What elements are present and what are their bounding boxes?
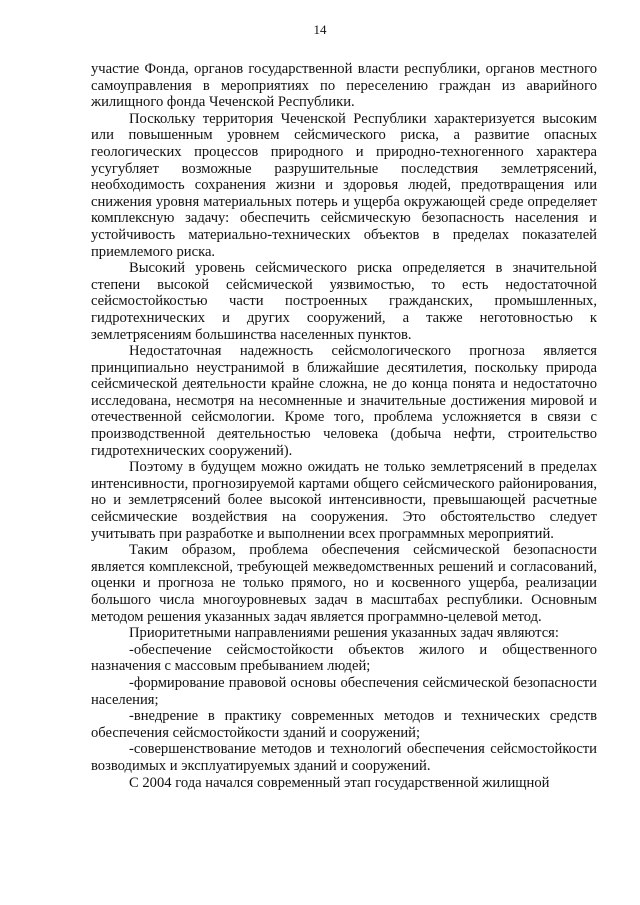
paragraph-housing-stage: С 2004 года начался современный этап государственной жилищной — [129, 774, 550, 791]
list-item-priority: -внедрение в практику современных методов и технических средств обеспечения сейсмостойкости зданий и сооружений; — [91, 708, 597, 741]
document-body — [91, 61, 597, 791]
list-item-priority: -формирование правовой основы обеспечения сейсмической безопасности населения; — [91, 674, 597, 708]
page-number: 14 — [313, 22, 327, 37]
paragraph-future-earthquakes: Поэтому в будущем можно ожидать не только землетрясений в пределах интенсивности, прогнозируемой картами общего сейсмического районирования, но и землетрясений более высокой интенсивности, превышающей расчетные сейсмические воздействия на сооружения. Это обстоятельство следует учитывать при разработке и выполнении всех программных мероприятий. — [91, 459, 597, 542]
paragraph-continuation: участие Фонда, органов государственной власти республики, органов местного самоуправления в мероприятиях по переселению граждан из аварийного жилищного фонда Чеченской Республики. — [91, 61, 597, 111]
paragraph-priorities-intro: Приоритетными направлениями решения указанных задач являются: — [129, 625, 559, 642]
paragraph-forecast-reliability: Недостаточная надежность сейсмологического прогноза является принципиально неустранимой в ближайшие десятилетия, поскольку природа сейсмической деятельности крайне сложна, не до конца понята и недостаточно исследована, несмотря на несомненные и значительные достижения мировой и отечественной сейсмологии. Кроме того, проблема усложняется в связи с производственной деятельностью человека (добыча нефти, строительство гидротехнических сооружений). — [91, 343, 597, 459]
paragraph-vulnerability: Высокий уровень сейсмического риска определяется в значительной степени высокой сейсмической уязвимостью, то есть недостаточной сейсмостойкостью части построенных гражданских, промышленных, гидротехнических и других сооружений, а также неготовностью к землетрясениям большинства населенных пунктов. — [91, 260, 597, 343]
list-item-priority: -совершенствование методов и технологий обеспечения сейсмостойкости возводимых и эксплуатируемых зданий и сооружений. — [91, 741, 597, 774]
paragraph-complex-problem: Таким образом, проблема обеспечения сейсмической безопасности является комплексной, требующей межведомственных решений и согласований, оценки и прогноза не только прямого, но и косвенного ущерба, реализации большого числа многоуровневых задач в масштабах республики. Основным методом решения указанных задач является программно-целевой метод. — [91, 542, 597, 625]
list-item-priority: -обеспечение сейсмостойкости объектов жилого и общественного назначения с массовым пребыванием людей; — [91, 641, 597, 675]
paragraph-seismic-risk: Поскольку территория Чеченской Республики характеризуется высоким или повышенным уровнем сейсмического риска, а развитие опасных геологических процессов природного и природно-техногенного характера усугубляет возможные разрушительные последствия землетрясений, необходимость сохранения жизни и здоровья людей, предотвращения или снижения уровня материальных потерь и ущерба окружающей среде определяет комплексную задачу: обеспечить сейсмическую безопасность населения и устойчивость материально-технических объектов в пределах показателей приемлемого риска. — [91, 110, 597, 260]
